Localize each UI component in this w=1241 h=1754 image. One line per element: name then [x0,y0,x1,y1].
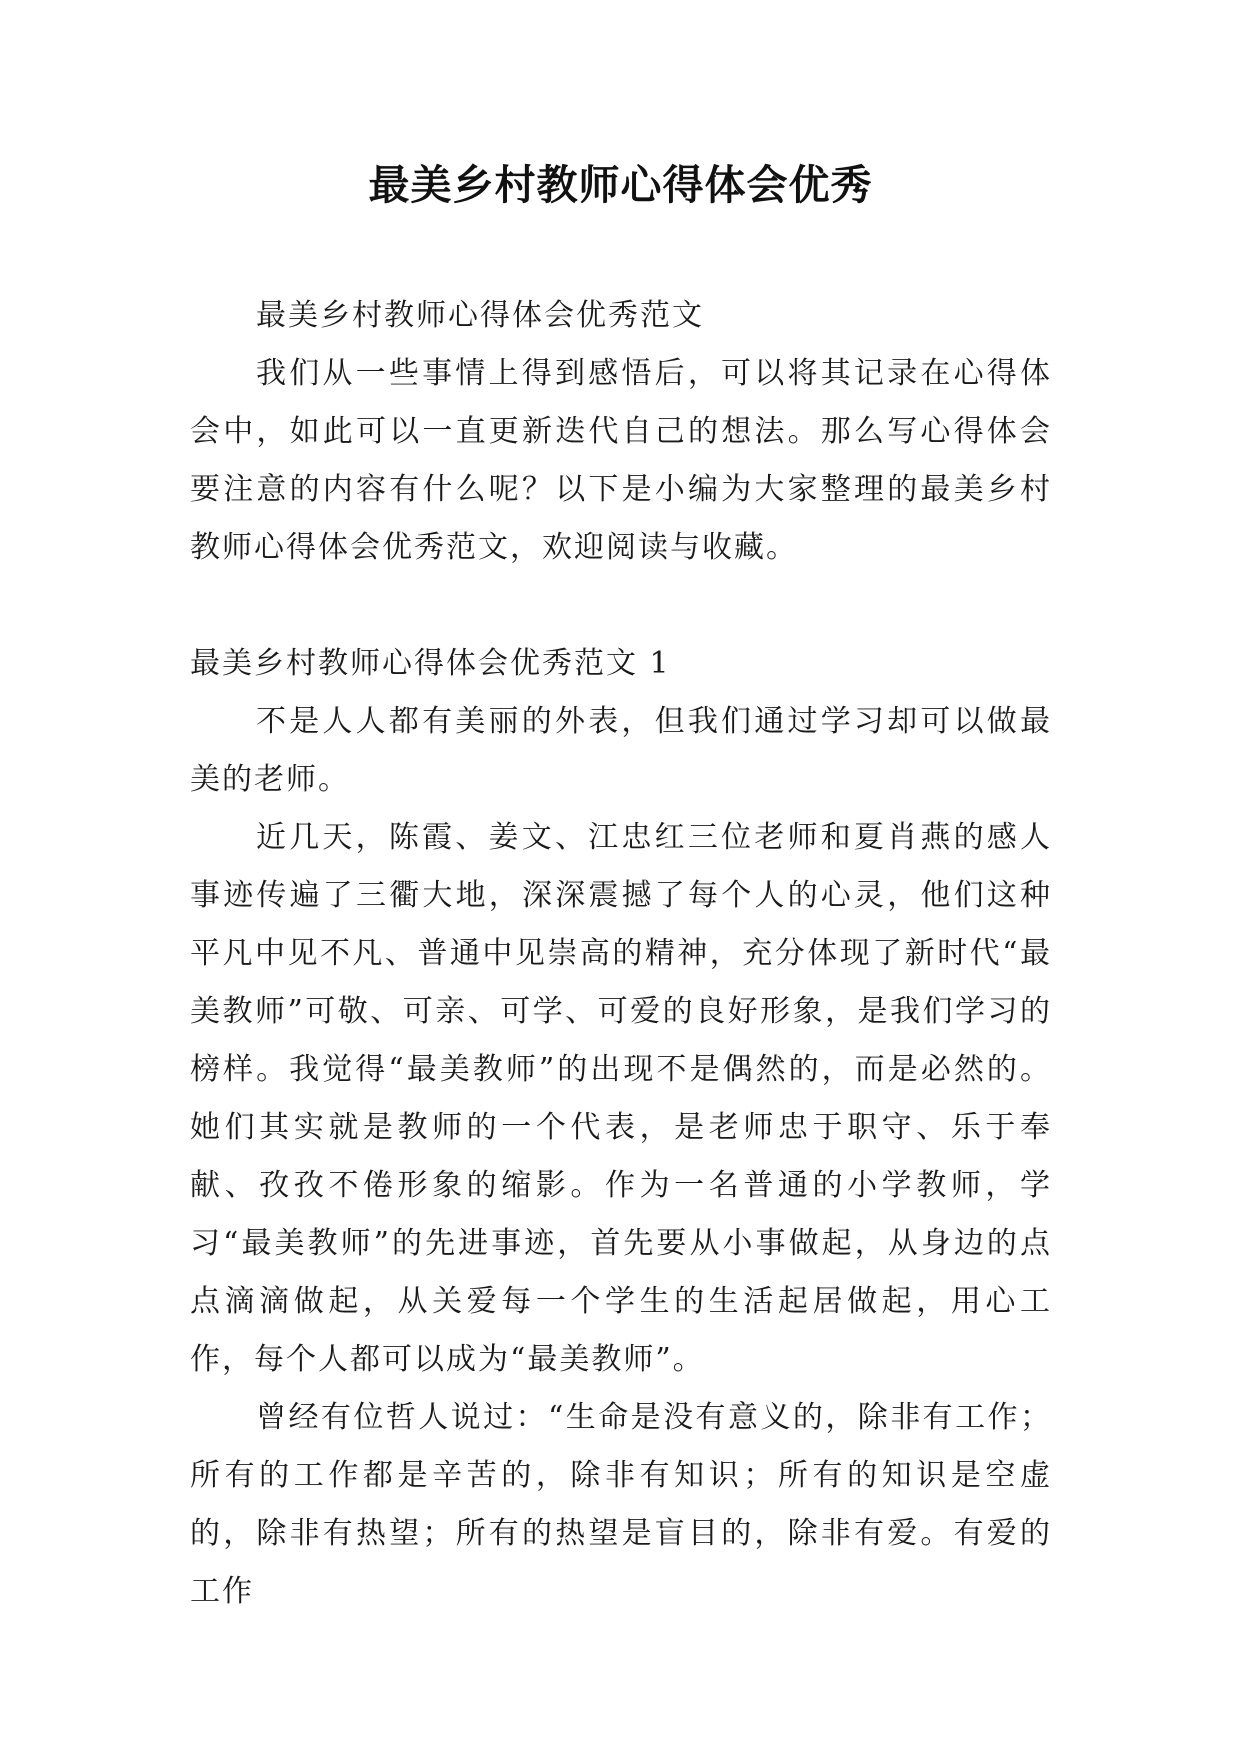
body-paragraph: 曾经有位哲人说过：“生命是没有意义的，除非有工作；所有的工作都是辛苦的，除非有知识；所有的知识是空虚的，除非有热望；所有的热望是盲目的，除非有爱。有爱的工作 [190,1400,1052,1609]
document-title: 最美乡村教师心得体会优秀 [368,161,873,209]
document-subtitle: 最美乡村教师心得体会优秀范文 [256,298,704,333]
body-paragraph: 近几天，陈霞、姜文、江忠红三位老师和夏肖燕的感人事迹传遍了三衢大地，深深震撼了每个人的心灵，他们这种平凡中见不凡、普通中见崇高的精神，充分体现了新时代“最美教师”可敬、可亲、可学、可爱的良好形象，是我们学习的榜样。我觉得“最美教师”的出现不是偶然的，而是必然的。她们其实就是教师的一个代表，是老师忠于职守、乐于奉献、孜孜不倦形象的缩影。作为一名普通的小学教师，学习“最美教师”的先进事迹，首先要从小事做起，从身边的点点滴滴做起，从关爱每一个学生的生活起居做起，用心工作，每个人都可以成为“最美教师”。 [190,820,1052,1377]
intro-paragraph: 我们从一些事情上得到感悟后，可以将其记录在心得体会中，如此可以一直更新迭代自己的想法。那么写心得体会要注意的内容有什么呢？以下是小编为大家整理的最美乡村教师心得体会优秀范文，欢迎阅读与收藏。 [190,356,1052,565]
section-heading: 最美乡村教师心得体会优秀范文 1 [190,646,671,681]
body-paragraph: 不是人人都有美丽的外表，但我们通过学习却可以做最美的老师。 [190,704,1052,797]
